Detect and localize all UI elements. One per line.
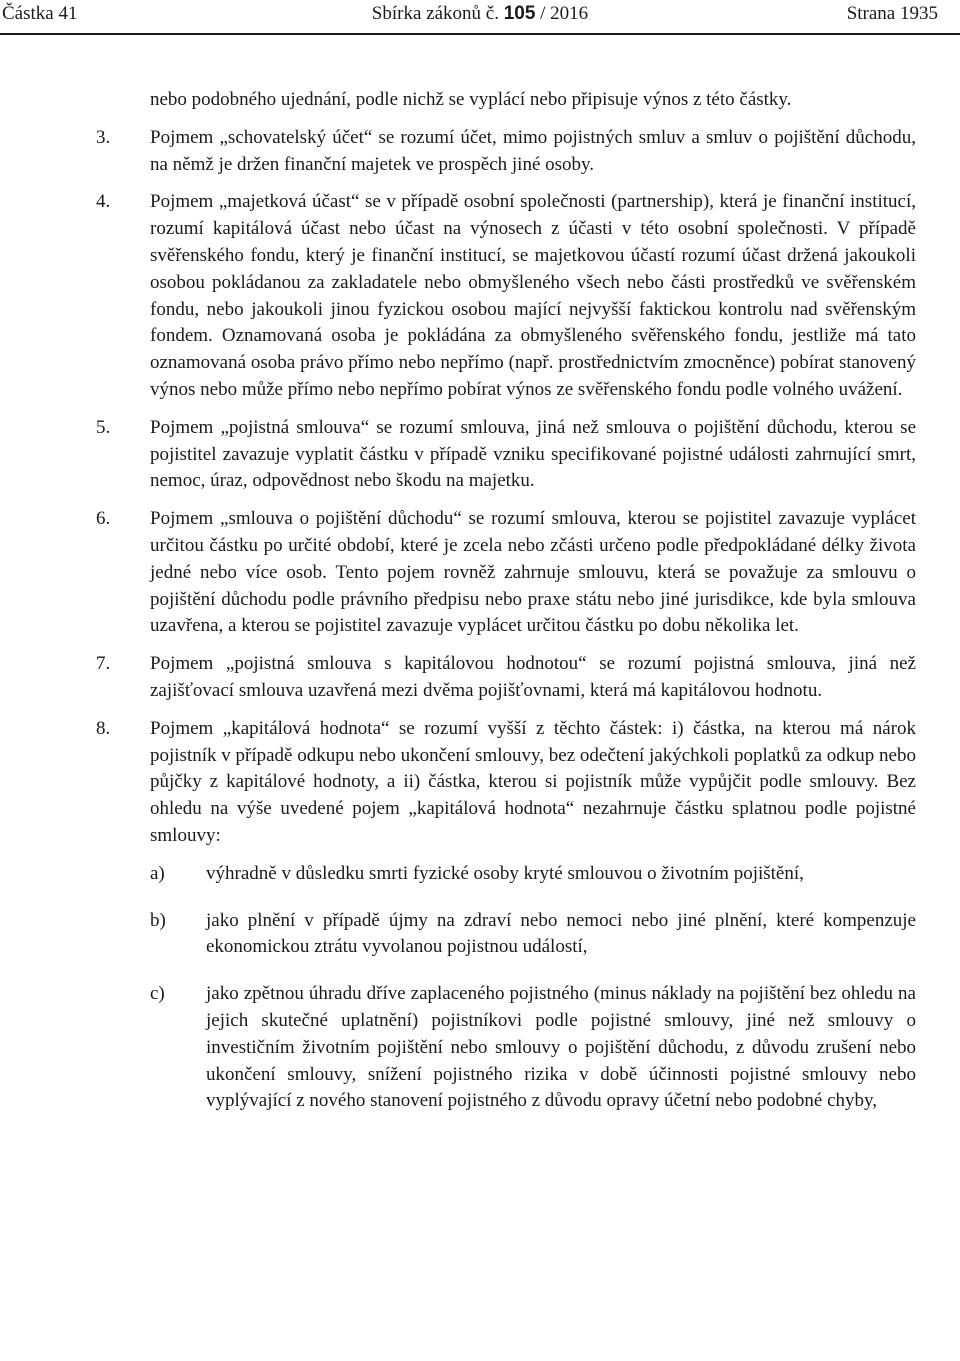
definition-item-3	[96, 125, 916, 179]
subitem-letter: c)	[150, 983, 165, 1005]
definition-item-6	[96, 506, 916, 640]
definition-item-7	[96, 651, 916, 705]
definition-item-4	[96, 189, 916, 403]
subitem-a	[96, 861, 916, 888]
header-collection-year: / 2016	[540, 3, 589, 24]
header-divider	[0, 33, 960, 35]
header-collection-number: 105	[503, 3, 536, 24]
item-text: Pojmem „schovatelský účet“ se rozumí účet, mimo pojistných smluv a smluv o pojištění důchodu, na němž je držen finanční majetek ve prospěch jiné osoby.	[150, 126, 916, 175]
item-number: 3.	[96, 126, 111, 148]
item-number: 6.	[96, 508, 111, 530]
item-number: 7.	[96, 653, 111, 675]
subitem-letter: a)	[150, 862, 165, 884]
item-text: Pojmem „pojistná smlouva“ se rozumí smlouva, jiná než smlouva o pojištění důchodu, kterou se pojistitel zavazuje vyplatit částku v případě vzniku specifikované pojistné události zahrnující smrt, nemoc, úraz, odpovědnost nebo škodu na majetku.	[150, 416, 916, 492]
intro-paragraph	[96, 87, 916, 114]
subitem-b	[96, 908, 916, 962]
item-number: 4.	[96, 191, 111, 213]
header-collection	[0, 3, 960, 25]
subitem-letter: b)	[150, 909, 166, 931]
item-number: 5.	[96, 416, 111, 438]
item-text: Pojmem „kapitálová hodnota“ se rozumí vyšší z těchto částek: i) částka, na kterou má nárok pojistník v případě odkupu nebo ukončení smlouvy, bez odečtení jakýchkoli poplatků za odkup nebo půjčky z kapitálové hodnoty, a ii) částka, kterou si pojistník může vypůjčit podle smlouvy. Bez ohledu na výše uvedené pojem „kapitálová hodnota“ nezahrnuje částku splatnou podle pojistné smlouvy:	[150, 717, 916, 846]
item-text: Pojmem „majetková účast“ se v případě osobní společnosti (partnership), která je finanční institucí, rozumí kapitálová účast nebo účast na výnosech z účasti v této osobní společnosti. V případě svěřenského fondu, který je finanční institucí, se majetkovou účastí rozumí účast držená jakoukoli osobou pokládanou za zakladatele nebo obmyšleného všech nebo části prostředků ve svěřenském fondu, nebo jakoukoli jinou fyzickou osobou mající nejvyšší faktickou kontrolu nad svěřenským fondem. Oznamovaná osoba je pokládána za obmyšleného svěřenského fondu, jestliže má tato oznamovaná osoba právo přímo nebo nepřímo (např. prostřednictvím zmocněnce) pobírat stanovený výnos nebo může přímo nebo nepřímo pobírat výnos ze svěřenského fondu podle volného uvážení.	[150, 191, 916, 400]
page-header	[0, 0, 960, 30]
header-part-number: Částka 41	[2, 3, 78, 24]
definition-item-5	[96, 415, 916, 495]
item-text: Pojmem „pojistná smlouva s kapitálovou hodnotou“ se rozumí pojistná smlouva, jiná než zajišťovací smlouva uzavřená mezi dvěma pojišťovnami, která má kapitálovou hodnotu.	[150, 653, 916, 701]
document-body	[96, 87, 916, 1135]
subitem-text: výhradně v důsledku smrti fyzické osoby kryté smlouvou o životním pojištění,	[206, 862, 804, 884]
subitem-c	[96, 981, 916, 1115]
definition-item-8	[96, 716, 916, 850]
subitem-text: jako plnění v případě újmy na zdraví nebo nemoci nebo jiné plnění, které kompenzuje ekonomickou ztrátu vyvolanou pojistnou událostí,	[206, 909, 916, 958]
intro-text: nebo podobného ujednání, podle nichž se vyplácí nebo připisuje výnos z této částky.	[150, 89, 792, 110]
header-page-number: Strana 1935	[846, 3, 938, 24]
item-text: Pojmem „smlouva o pojištění důchodu“ se rozumí smlouva, kterou se pojistitel zavazuje vyplácet určitou částku po určité období, které je zcela nebo zčásti určeno podle předpokládané délky života jedné nebo více osob. Tento pojem rovněž zahrnuje smlouvu, která se považuje za smlouvu o pojištění důchodu podle právního předpisu nebo praxe státu nebo jiné jurisdikce, kde byla smlouva uzavřena, a kterou se pojistitel zavazuje vyplácet určitou částku po dobu několika let.	[150, 508, 916, 637]
item-number: 8.	[96, 717, 111, 739]
header-collection-prefix: Sbírka zákonů č.	[371, 3, 499, 24]
subitem-text: jako zpětnou úhradu dříve zaplaceného pojistného (minus náklady na pojištění bez ohledu na jejich skutečné uplatnění) pojistníkovi podle pojistné smlouvy, jiné než smlouvy o investičním životním pojištění nebo smlouvy o pojištění důchodu, z důvodu zrušení nebo ukončení smlouvy, snížení pojistného rizika v době účinnosti pojistné smlouvy nebo vyplývající z nového stanovení pojistného z důvodu opravy účetní nebo podobné chyby,	[206, 983, 916, 1112]
